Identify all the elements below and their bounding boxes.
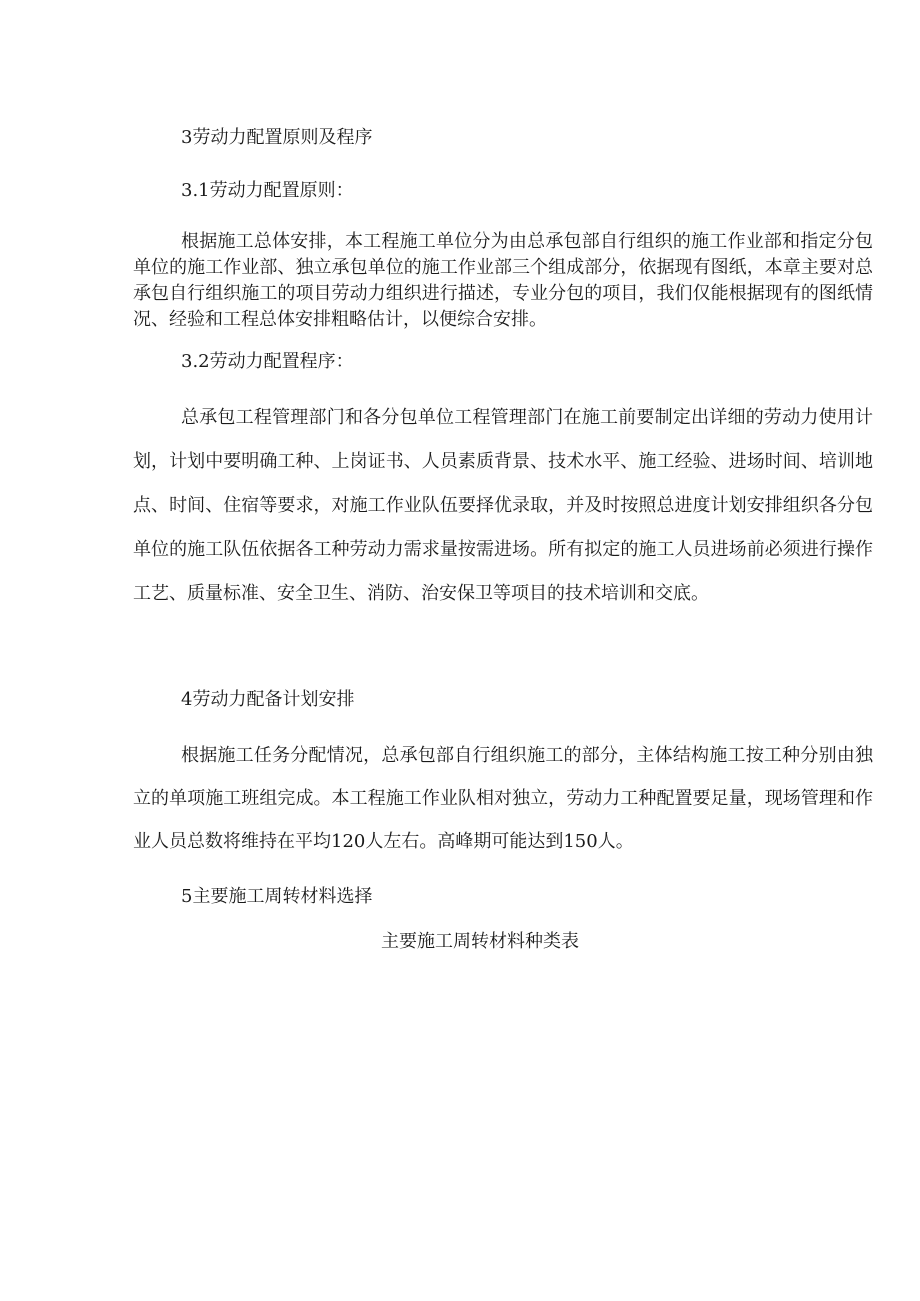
section-3-1-paragraph: 根据施工总体安排，本工程施工单位分为由总承包部自行组织的施工作业部和指定分包单位的施工作业部、独立承包单位的施工作业部三个组成部分，依据现有图纸，本章主要对总承包自行组织施工的项目劳动力组织进行描述，专业分包的项目，我们仅能根据现有的图纸情况、经验和工程总体安排粗略估计，以便综合安排。 [133,231,873,330]
table-caption: 主要施工周转材料种类表 [381,931,579,952]
section-4-heading: 4劳动力配备计划安排 [181,689,355,710]
section-3-1-heading: 3.1劳动力配置原则： [181,180,354,201]
section-3-2-paragraph: 总承包工程管理部门和各分包单位工程管理部门在施工前要制定出详细的劳动力使用计划，计划中要明确工种、上岗证书、人员素质背景、技术水平、施工经验、进场时间、培训地点、时间、住宿等要求，对施工作业队伍要择优录取，并及时按照总进度计划安排组织各分包单位的施工队伍依据各工种劳动力需求量按需进场。所有拟定的施工人员进场前必须进行操作工艺、质量标准、安全卫生、消防、治安保卫等项目的技术培训和交底。 [133,407,873,604]
section-3-heading: 3劳动力配置原则及程序 [181,127,373,148]
section-3-2-heading: 3.2劳动力配置程序： [181,351,354,372]
section-5-heading: 5主要施工周转材料选择 [181,886,373,907]
section-4-paragraph: 根据施工任务分配情况，总承包部自行组织施工的部分，主体结构施工按工种分别由独立的单项施工班组完成。本工程施工作业队相对独立，劳动力工种配置要足量，现场管理和作业人员总数将维持在平均120人左右。高峰期可能达到150人。 [133,745,873,852]
